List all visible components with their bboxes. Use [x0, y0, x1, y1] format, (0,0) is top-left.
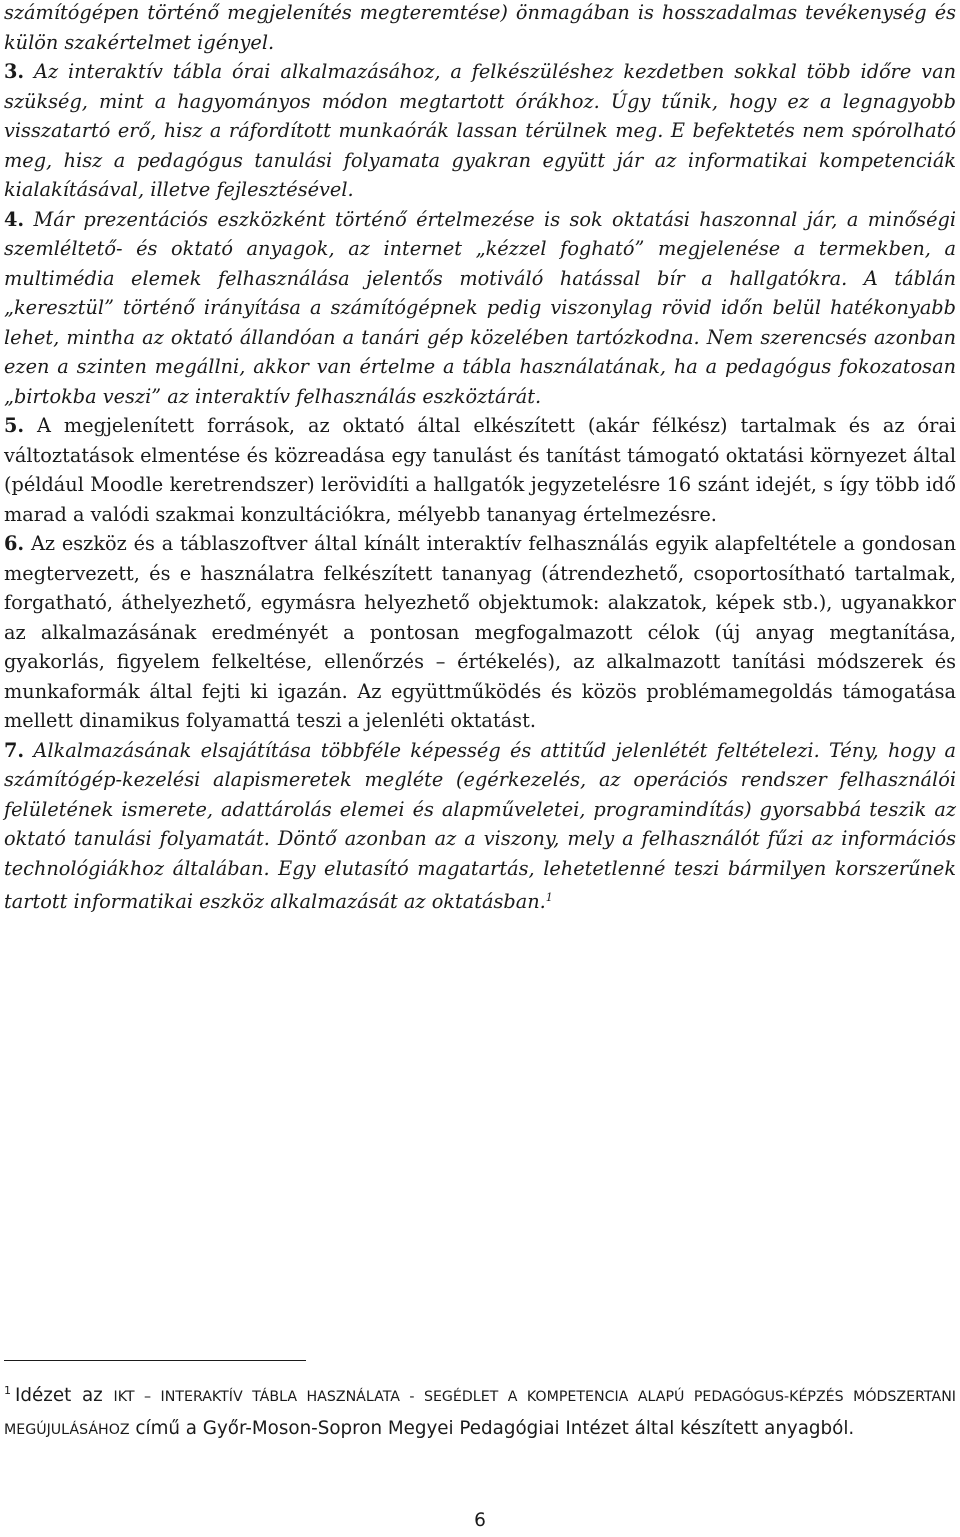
paragraph-text: Alkalmazásának elsajátítása többféle képesség és attitűd jelenlétét feltételezi. Tény, hogy a számítógép-kezelési alapismeretek megléte (egérkezelés, az operációs rendszer felhasználói felületének ismerete, adattárolás elemei és alapműveletei, programindítás) gyorsabbá teszik az oktató tanulási folyamatát. Döntő azonban az a viszony, mely a felhasználót fűzi az információs technológiákhoz általában. Egy elutasító magatartás, lehetetlenné teszi bármilyen korszerűnek tartott informatikai eszköz alkalmazását az oktatásban.	[4, 738, 956, 913]
list-item-5	[4, 411, 956, 529]
body-text	[4, 0, 956, 917]
paragraph-text: számítógépen történő megjelenítés megteremtése) önmagában is hosszadalmas tevékenység és külön szakértelmet igényel.	[4, 1, 956, 54]
footnote-tail: című a Győr-Moson-Sopron Megyei Pedagógiai Intézet által készített anyagból.	[129, 1418, 855, 1439]
item-number: 6.	[4, 532, 25, 555]
paragraph-text: Már prezentációs eszközként történő értelmezése is sok oktatási haszonnal jár, a minőségi szemléltető- és oktató anyagok, az internet „kézzel fogható” megjelenése a termekben, a multimédia elemek felhasználása jelentős motiváló hatással bír a hallgatókra. A táblán „keresztül” történő irányítása a számítógépnek pedig viszonylag rövid időn belül hatékonyabb lehet, mintha az oktató állandóan a tanári gép közelében tartózkodna. Nem szerencsés azonban ezen a szinten megállni, akkor van értelme a tábla használatának, ha a pedagógus fokozatosan „birtokba veszi” az interaktív felhasználás eszköztárát.	[4, 207, 956, 408]
page-number: 6	[474, 1510, 486, 1531]
paragraph-text: A megjelenített források, az oktató által elkészített (akár félkész) tartalmak és az órai változtatások elmentése és közreadása egy tanulást és tanítást támogató oktatási környezet által (például Moodle keretrendszer) lerövidíti a hallgatók jegyzetelésre 16 szánt idejét, s így több idő marad a valódi szakmai konzultációkra, mélyebb tananyag értelmezésre.	[4, 414, 956, 526]
footnote-lead: Idézet az	[15, 1385, 114, 1406]
list-item-7	[4, 736, 956, 917]
list-item-3	[4, 57, 956, 205]
item-number: 5.	[4, 414, 25, 437]
item-number: 7.	[4, 738, 25, 762]
footnote-reference[interactable]: 1	[545, 891, 553, 904]
footnote-separator	[4, 1360, 306, 1361]
item-number: 4.	[4, 207, 25, 231]
list-item-4	[4, 205, 956, 412]
paragraph-continuation	[4, 0, 956, 57]
footnote-source-title: IKT – INTERAKTÍV TÁBLA HASZNÁLATA - SEGÉDLET A KOMPETENCIA ALAPÚ PEDAGÓGUS-KÉPZÉS MÓDSZERTANI MEGÚJULÁSÁHOZ	[4, 1389, 956, 1438]
footnote-marker: 1	[4, 1384, 11, 1397]
item-number: 3.	[4, 60, 25, 83]
paragraph-text: Az interaktív tábla órai alkalmazásához, a felkészüléshez kezdetben sokkal több időre van szükség, mint a hagyományos módon megtartott órákhoz. Úgy tűnik, hogy ez a legnagyobb visszatartó erő, hisz a ráfordított munkaórák lassan térülnek meg. E befektetés nem spórolható meg, hisz a pedagógus tanulási folyamata gyakran együtt jár az informatikai kompetenciák kialakításával, illetve fejlesztésével.	[4, 60, 956, 201]
footnote	[4, 1375, 956, 1446]
paragraph-text: Az eszköz és a táblaszoftver által kínált interaktív felhasználás egyik alapfeltétele a gondosan megtervezett, és e használatra felkészített tananyag (átrendezhető, csoportosítható tartalmak, forgatható, áthelyezhető, egymásra helyezhető objektumok: alakzatok, képek stb.), ugyanakkor az alkalmazásának eredményét a pontosan megfogalmazott célok (új anyag megtanítása, gyakorlás, figyelem felkeltése, ellenőrzés – értékelés), az alkalmazott tanítási módszerek és munkaformák által fejti ki igazán. Az együttműködés és közös problémamegoldás támogatása mellett dinamikus folyamattá teszi a jelenléti oktatást.	[4, 532, 956, 732]
list-item-6	[4, 529, 956, 736]
